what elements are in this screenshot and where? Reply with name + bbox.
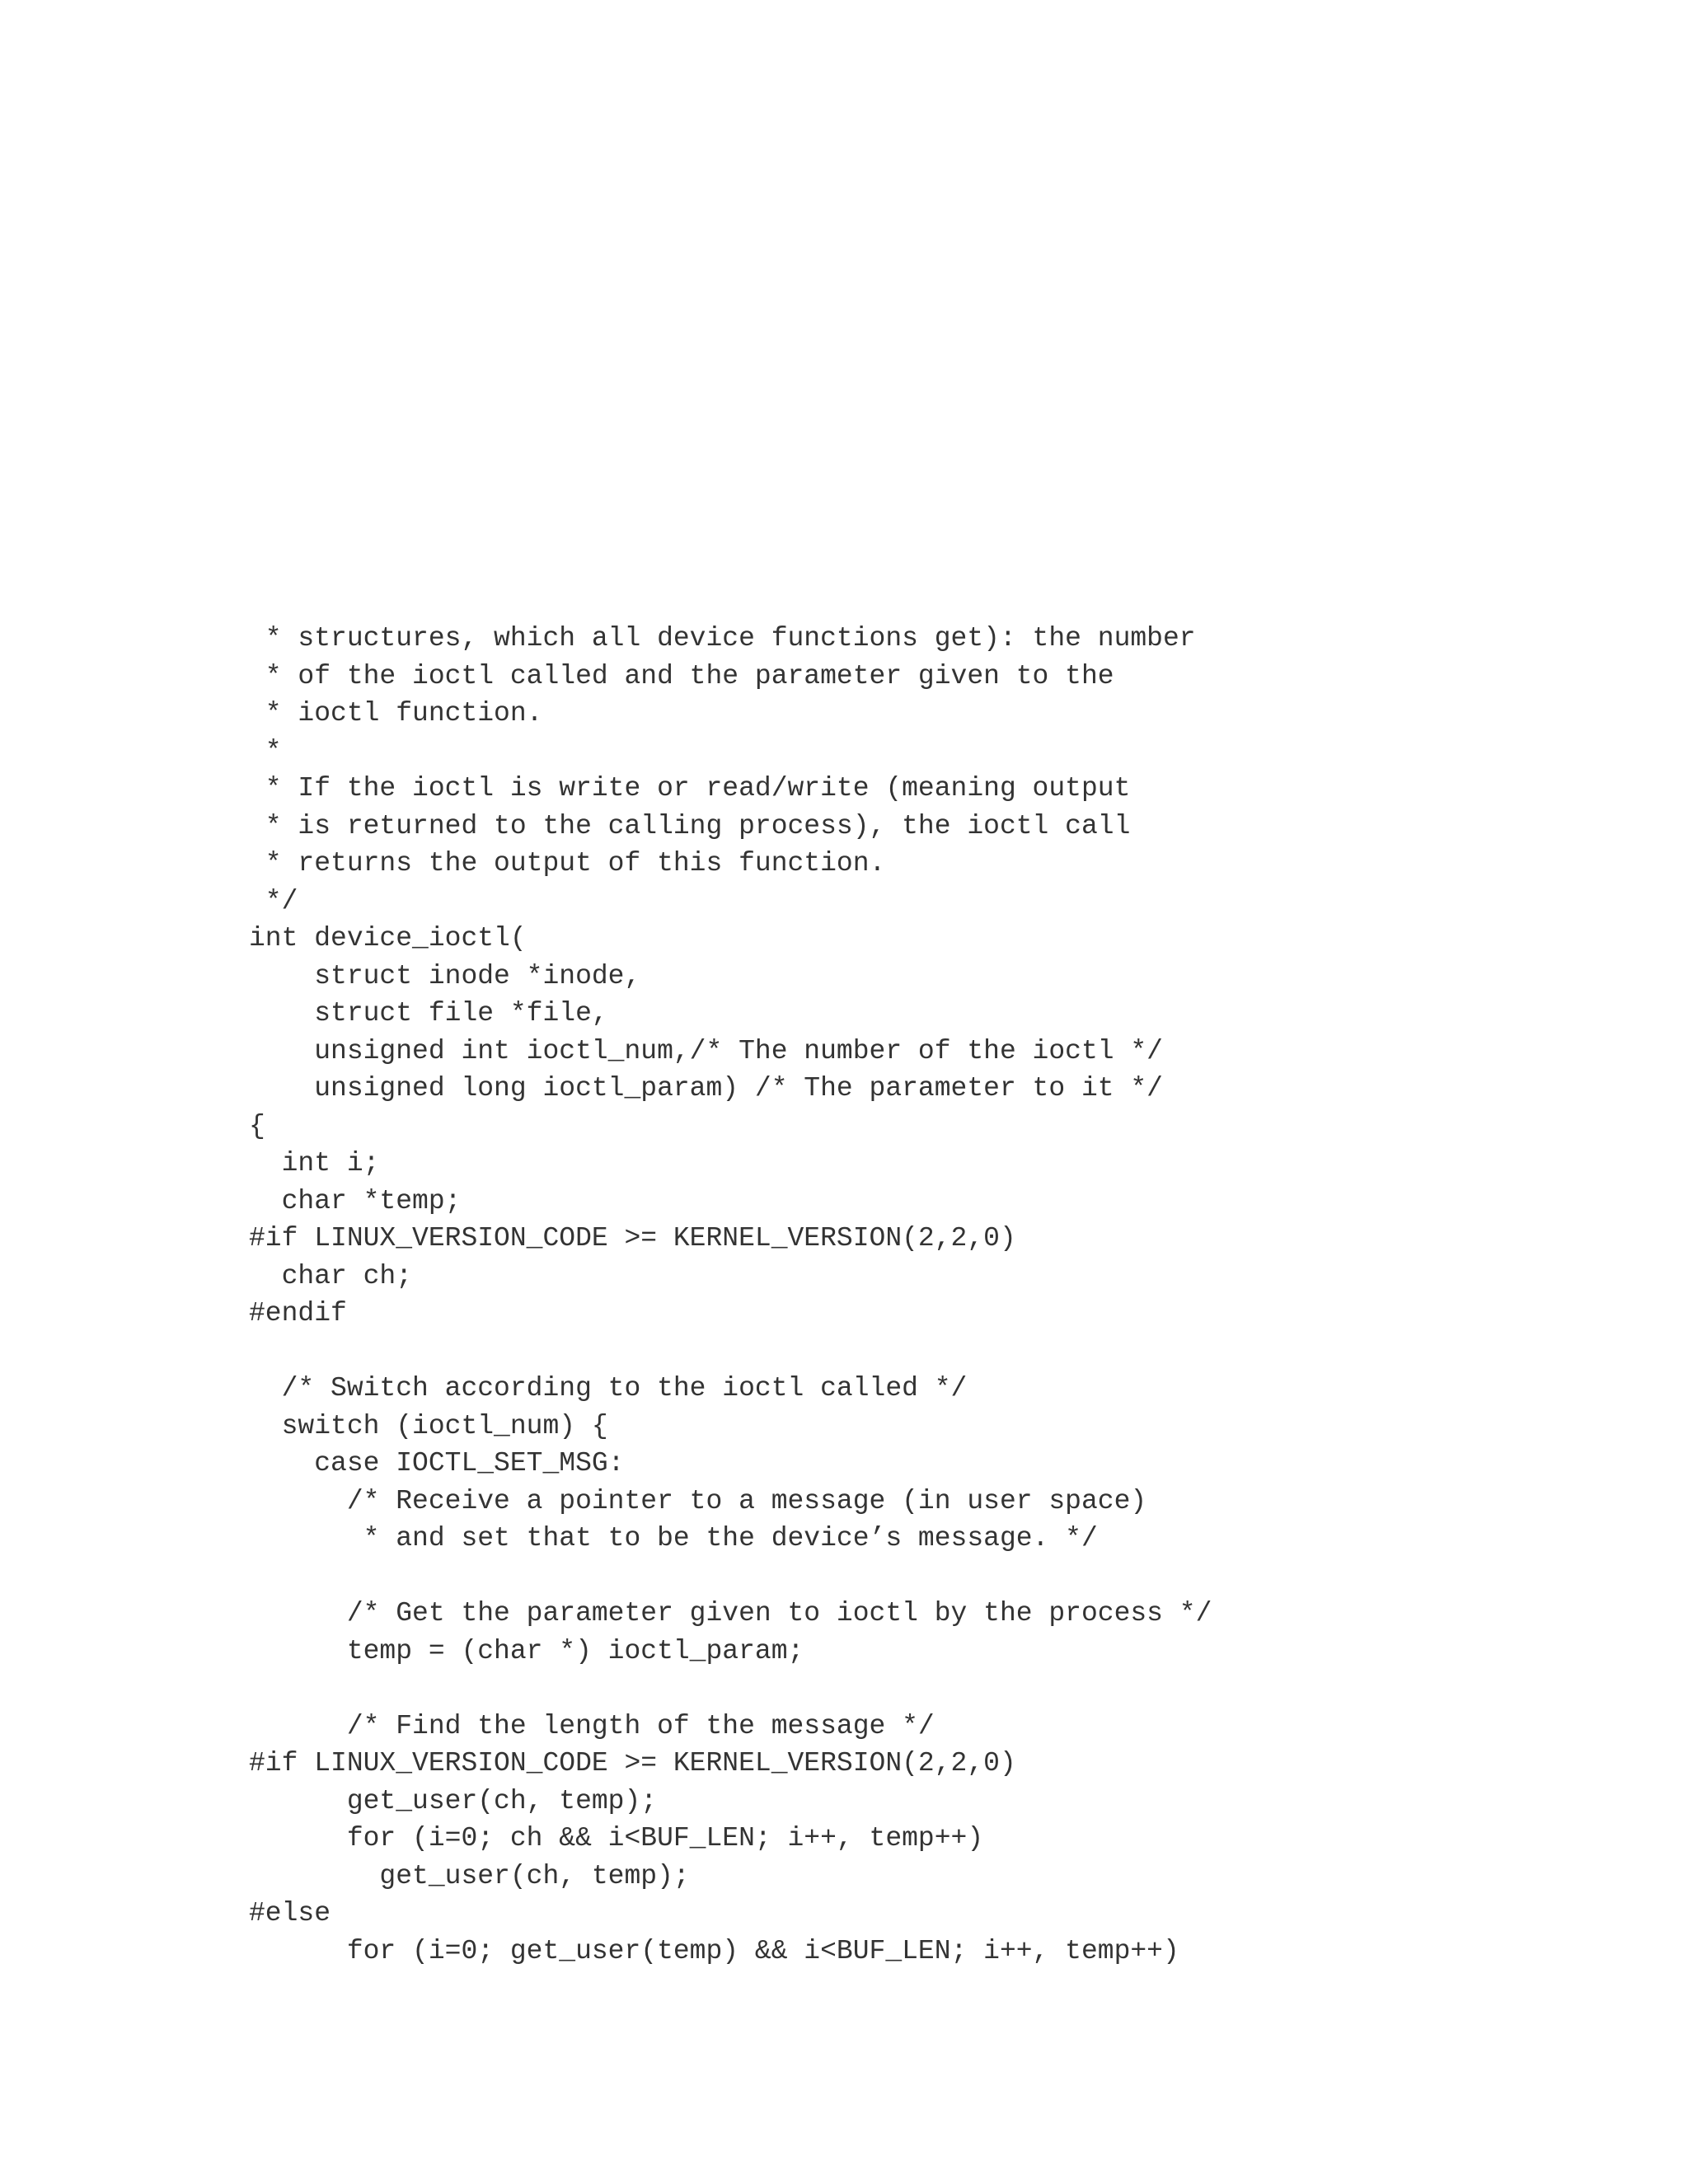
code-line: * is returned to the calling process), the ioctl call [249,810,1131,841]
code-line: */ [249,885,298,916]
code-line: #if LINUX_VERSION_CODE >= KERNEL_VERSION(2,2,0) [249,1748,1016,1779]
code-line: case IOCTL_SET_MSG: [249,1448,625,1479]
code-line: #else [249,1898,331,1929]
code-line: switch (ioctl_num) { [249,1410,608,1441]
code-line: struct file *file, [249,998,608,1029]
code-line: get_user(ch, temp); [249,1785,658,1816]
code-line: #endif [249,1298,347,1329]
code-line: * structures, which all device functions get): the number [249,623,1196,654]
code-line: * and set that to be the device’s message. */ [249,1523,1098,1554]
code-line: * ioctl function. [249,698,543,729]
code-line: /* Get the parameter given to ioctl by the process */ [249,1598,1212,1629]
code-line: char ch; [249,1260,413,1291]
code-line: temp = (char *) ioctl_param; [249,1635,804,1666]
code-line: for (i=0; ch && i<BUF_LEN; i++, temp++) [249,1823,984,1854]
code-line: int i; [249,1148,380,1179]
code-line: /* Switch according to the ioctl called */ [249,1373,968,1404]
code-line: * [249,735,282,766]
code-line: * If the ioctl is write or read/write (meaning output [249,773,1131,804]
code-line: for (i=0; get_user(temp) && i<BUF_LEN; i++, temp++) [249,1935,1179,1966]
code-line [249,1558,1212,1596]
code-line: int device_ioctl( [249,923,527,954]
code-line: #if LINUX_VERSION_CODE >= KERNEL_VERSION(2,2,0) [249,1223,1016,1254]
code-line [249,1670,1212,1708]
code-line: char *temp; [249,1185,462,1216]
code-line: { [249,1110,265,1141]
code-line: * returns the output of this function. [249,848,886,879]
code-line: get_user(ch, temp); [249,1860,690,1891]
code-line: /* Receive a pointer to a message (in user space) [249,1485,1147,1516]
code-listing [249,620,1212,1970]
code-line: /* Find the length of the message */ [249,1710,935,1741]
code-line: struct inode *inode, [249,960,641,991]
code-line: unsigned int ioctl_num,/* The number of the ioctl */ [249,1035,1163,1066]
code-line: unsigned long ioctl_param) /* The parameter to it */ [249,1073,1163,1104]
code-line [249,1333,1212,1371]
code-line: * of the ioctl called and the parameter given to the [249,660,1114,691]
